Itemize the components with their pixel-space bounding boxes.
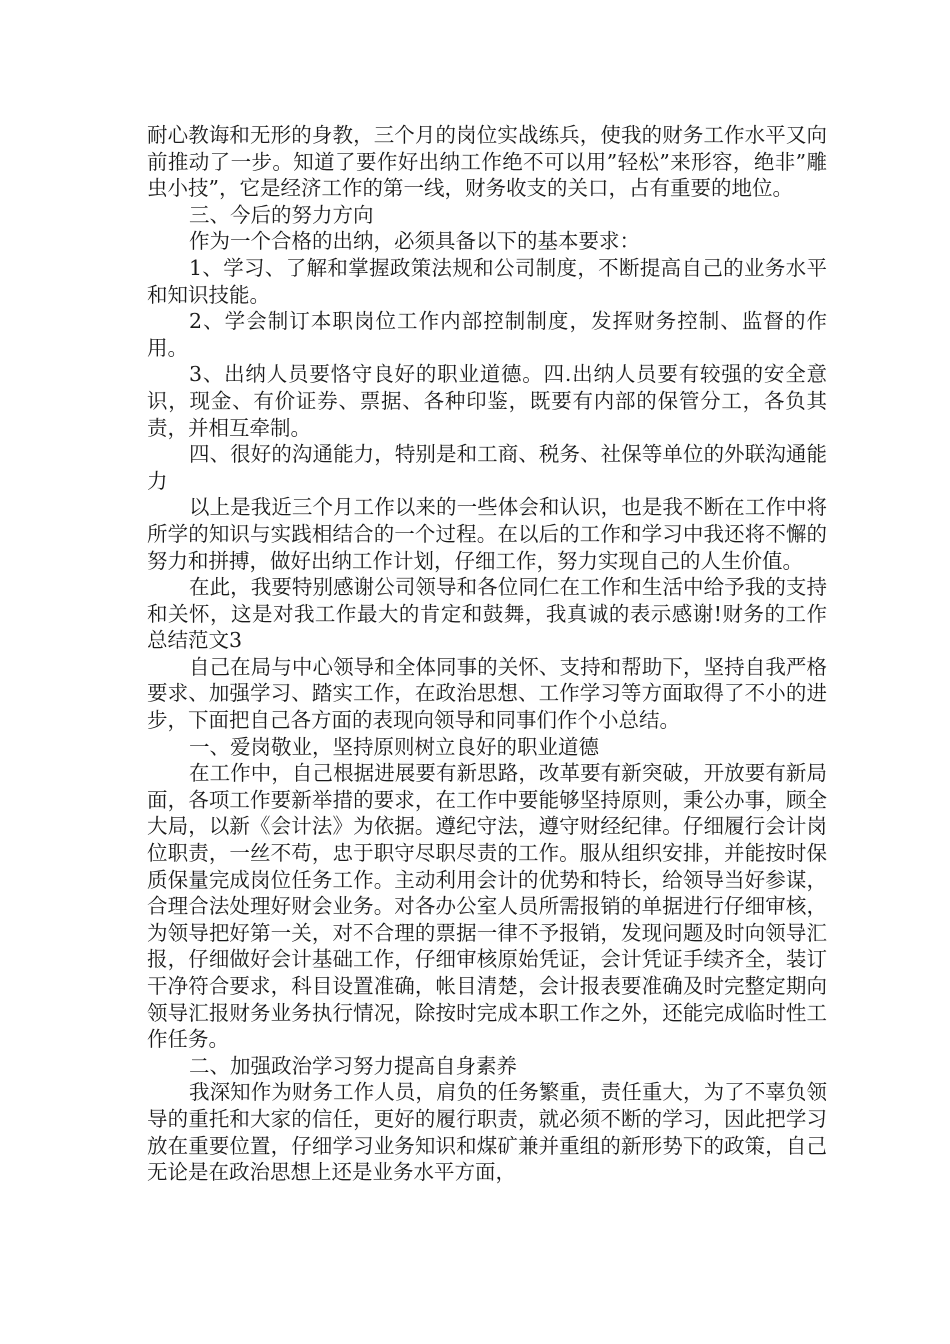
section-heading: 三、今后的努力方向: [189, 202, 374, 227]
section-heading: 二、加强政治学习努力提高自身素养: [189, 1053, 517, 1078]
list-item: 3、出纳人员要恪守良好的职业道德。四.出纳人员要有较强的安全意识，现金、有价证券、票据、各种印鉴，既要有内部的保管分工，各负其责，并相互牵制。: [147, 362, 827, 440]
paragraph: 在此，我要特别感谢公司领导和各位同仁在工作和生活中给予我的支持和关怀，这是对我工作最大的肯定和鼓舞，我真诚的表示感谢!财务的工作总结范文3: [147, 575, 827, 653]
list-item: 1、学习、了解和掌握政策法规和公司制度，不断提高自己的业务水平和知识技能。: [147, 255, 827, 307]
document-body: [147, 122, 827, 1186]
paragraph: 我深知作为财务工作人员，肩负的任务繁重，责任重大，为了不辜负领导的重托和大家的信任，更好的履行职责，就必须不断的学习，因此把学习放在重要位置，仔细学习业务知识和煤矿兼并重组的新形势下的政策，自己无论是在政治思想上还是业务水平方面，: [147, 1080, 827, 1185]
paragraph: 自己在局与中心领导和全体同事的关怀、支持和帮助下，坚持自我严格要求、加强学习、踏实工作，在政治思想、工作学习等方面取得了不小的进步，下面把自己各方面的表现向领导和同事们作个小总结。: [147, 654, 827, 733]
section-heading: 一、爱岗敬业，坚持原则树立良好的职业道德: [189, 734, 599, 759]
paragraph: 耐心教诲和无形的身教，三个月的岗位实战练兵，使我的财务工作水平又向前推动了一步。知道了要作好出纳工作绝不可以用”轻松”来形容，绝非”雕虫小技”，它是经济工作的第一线，财务收支的关口，占有重要的地位。: [147, 123, 827, 201]
paragraph: 作为一个合格的出纳，必须具备以下的基本要求：: [189, 229, 640, 254]
list-item: 四、很好的沟通能力，特别是和工商、税务、社保等单位的外联沟通能力: [147, 442, 827, 493]
paragraph: 在工作中，自己根据进展要有新思路，改革要有新突破，开放要有新局面，各项工作要新举措的要求，在工作中要能够坚持原则，秉公办事，顾全大局，以新《会计法》为依据。遵纪守法，遵守财经纪律。仔细履行会计岗位职责，一丝不苟，忠于职守尽职尽责的工作。服从组织安排，并能按时保质保量完成岗位任务工作。主动利用会计的优势和特长，给领导当好参谋，合理合法处理好财会业务。对各办公室人员所需报销的单据进行仔细审核，为领导把好第一关，对不合理的票据一律不予报销，发现问题及时向领导汇报，仔细做好会计基础工作，仔细审核原始凭证，会计凭证手续齐全，装订干净符合要求，科目设置准确，帐目清楚，会计报表要准确及时完整定期向领导汇报财务业务执行情况，除按时完成本职工作之外，还能完成临时性工作任务。: [147, 761, 827, 1052]
paragraph: 以上是我近三个月工作以来的一些体会和认识，也是我不断在工作中将所学的知识与实践相结合的一个过程。在以后的工作和学习中我还将不懈的努力和拼搏，做好出纳工作计划，仔细工作，努力实现自己的人生价值。: [147, 495, 827, 573]
list-item: 2、学会制订本职岗位工作内部控制制度，发挥财务控制、监督的作用。: [147, 309, 827, 360]
